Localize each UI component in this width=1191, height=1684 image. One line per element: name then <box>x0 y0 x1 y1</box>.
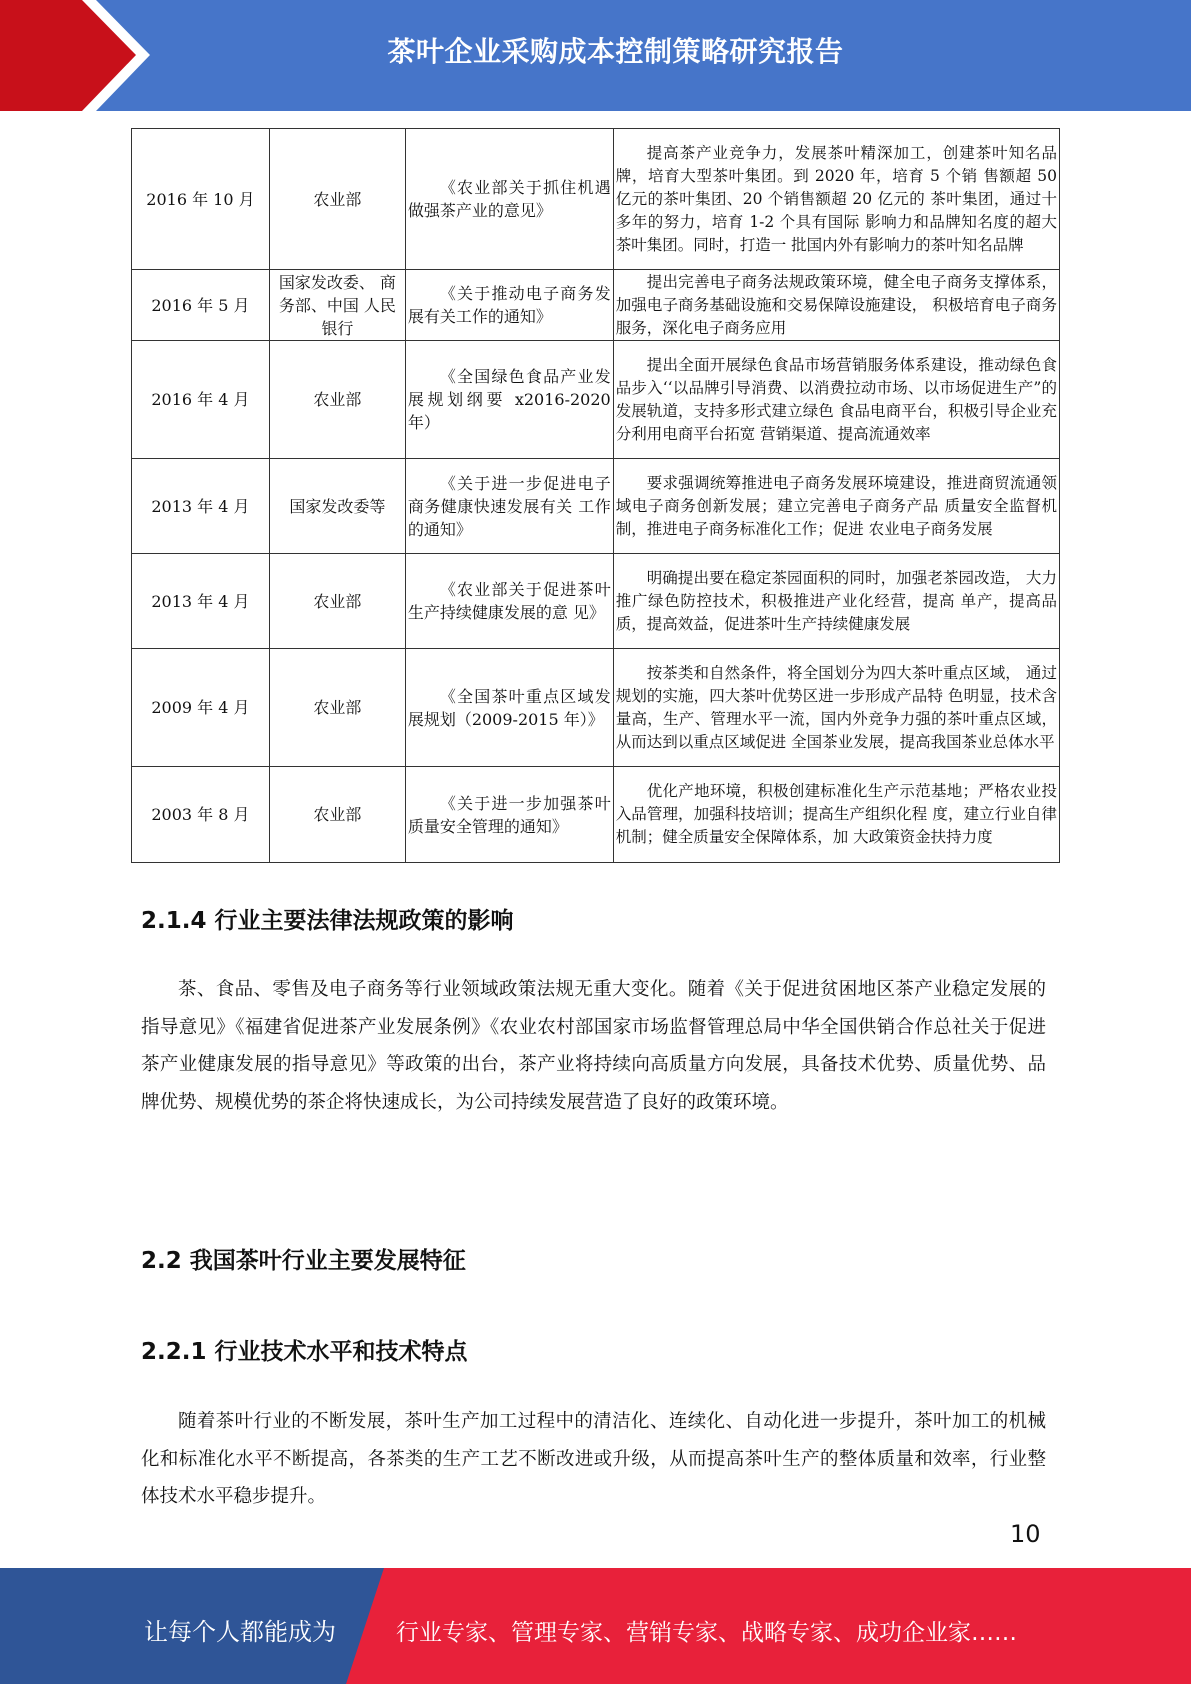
policy-document: 《关于进一步加强茶叶 质量安全管理的通知》 <box>405 767 613 863</box>
table-row <box>132 767 1060 863</box>
table-row <box>132 459 1060 554</box>
policy-document: 《关于进一步促进电子 商务健康快速发展有关 工作的通知》 <box>405 459 613 554</box>
footer-slogan-right: 行业专家、管理专家、营销专家、战略专家、成功企业家…… <box>396 1620 1017 1646</box>
policy-date: 2013 年 4 月 <box>132 459 270 554</box>
policy-document: 《农业部关于抓住机遇 做强茶产业的意见》 <box>405 129 613 270</box>
table-row <box>132 129 1060 270</box>
policy-department: 农业部 <box>269 649 405 767</box>
policy-department: 国家发改委、 商务部、中国 人民银行 <box>269 270 405 341</box>
section-paragraph-2-1-4: 茶、食品、零售及电子商务等行业领域政策法规无重大变化。随着《关于促进贫困地区茶产业稳定发展的指导意见》《福建省促进茶产业发展条例》《农业农村部国家市场监督管理总局中华全国供销合作总社关于促进茶产业健康发展的指导意见》等政策的出台，茶产业将持续向高质量方向发展，具备技术优势、质量优势、品牌优势、规模优势的茶企将快速成长，为公司持续发展营造了良好的政策环境。 <box>141 979 1046 1113</box>
policy-summary: 明确提出要在稳定茶园面积的同时，加强老茶园改造， 大力推广绿色防控技术，积极推进产业化经营，提高 单产，提高品质，提高效益，促进茶叶生产持续健康发展 <box>613 554 1059 649</box>
policy-summary: 优化产地环境，积极创建标准化生产示范基地；严格农业投入品管理，加强科技培训；提高生产组织化程 度，建立行业自律机制；健全质量安全保障体系，加 大政策资金扶持力度 <box>613 767 1059 863</box>
footer-slogan-left: 让每个人都能成为 <box>144 1618 336 1646</box>
policy-summary: 要求强调统筹推进电子商务发展环境建设，推进商贸流通领域电子商务创新发展；建立完善电子商务产品 质量安全监督机制，推进电子商务标准化工作；促进 农业电子商务发展 <box>613 459 1059 554</box>
policy-table <box>131 128 1060 863</box>
section-paragraph-2-2-1: 随着茶叶行业的不断发展，茶叶生产加工过程中的清洁化、连续化、自动化进一步提升，茶叶加工的机械化和标准化水平不断提高，各茶类的生产工艺不断改进或升级，从而提高茶叶生产的整体质量和效率，行业整体技术水平稳步提升。 <box>141 1411 1046 1507</box>
policy-date: 2013 年 4 月 <box>132 554 270 649</box>
policy-summary: 提高茶产业竞争力，发展茶叶精深加工，创建茶叶知名品牌，培育大型茶叶集团。到 2020 年，培育 5 个销 售额超 50 亿元的茶叶集团、20 个销售额超 20 亿元的 茶叶集团，通过十多年的努力，培育 1-2 个具有国际 影响力和品牌知名度的超大茶叶集团。同时，打造一 批国内外有影响力的茶叶知名品牌 <box>613 129 1059 270</box>
page-number: 10 <box>1010 1520 1041 1548</box>
section-heading-2-2: 2.2 我国茶叶行业主要发展特征 <box>141 1248 466 1274</box>
table-row <box>132 554 1060 649</box>
section-heading-2-2-1: 2.2.1 行业技术水平和技术特点 <box>141 1339 468 1365</box>
section-heading-2-1-4: 2.1.4 行业主要法律法规政策的影响 <box>141 908 514 934</box>
policy-document: 《全国绿色食品产业发 展规划纲要 x2016-2020 年） <box>405 341 613 459</box>
policy-department: 农业部 <box>269 767 405 863</box>
policy-summary: 提出完善电子商务法规政策环境，健全电子商务支撑体系，加强电子商务基础设施和交易保障设施建设， 积极培育电子商务服务，深化电子商务应用 <box>613 270 1059 341</box>
policy-document: 《关于推动电子商务发 展有关工作的通知》 <box>405 270 613 341</box>
page-header <box>0 0 1191 111</box>
policy-date: 2016 年 4 月 <box>132 341 270 459</box>
page-footer <box>0 1568 1191 1684</box>
policy-date: 2016 年 10 月 <box>132 129 270 270</box>
policy-department: 农业部 <box>269 341 405 459</box>
policy-document: 《全国茶叶重点区域发 展规划（2009-2015 年）》 <box>405 649 613 767</box>
table-row <box>132 270 1060 341</box>
table-row <box>132 341 1060 459</box>
report-title: 茶叶企业采购成本控制策略研究报告 <box>387 35 844 68</box>
policy-date: 2016 年 5 月 <box>132 270 270 341</box>
policy-date: 2003 年 8 月 <box>132 767 270 863</box>
policy-date: 2009 年 4 月 <box>132 649 270 767</box>
policy-summary: 按茶类和自然条件，将全国划分为四大茶叶重点区域， 通过规划的实施，四大茶叶优势区进一步形成产品特 色明显，技术含量高，生产、管理水平一流，国内外竞争力强的茶叶重点区域，从而达到以重点区域促进 全国茶业发展，提高我国茶业总体水平 <box>613 649 1059 767</box>
policy-department: 农业部 <box>269 554 405 649</box>
table-row <box>132 649 1060 767</box>
policy-summary: 提出全面开展绿色食品市场营销服务体系建设，推动绿色食品步入‘‘以品牌引导消费、以消费拉动市场、以市场促进生产”的发展轨道，支持多形式建立绿色 食品电商平台，积极引导企业充分利用电商平台拓宽 营销渠道、提高流通效率 <box>613 341 1059 459</box>
policy-document: 《农业部关于促进茶叶 生产持续健康发展的意 见》 <box>405 554 613 649</box>
policy-department: 国家发改委等 <box>269 459 405 554</box>
policy-department: 农业部 <box>269 129 405 270</box>
